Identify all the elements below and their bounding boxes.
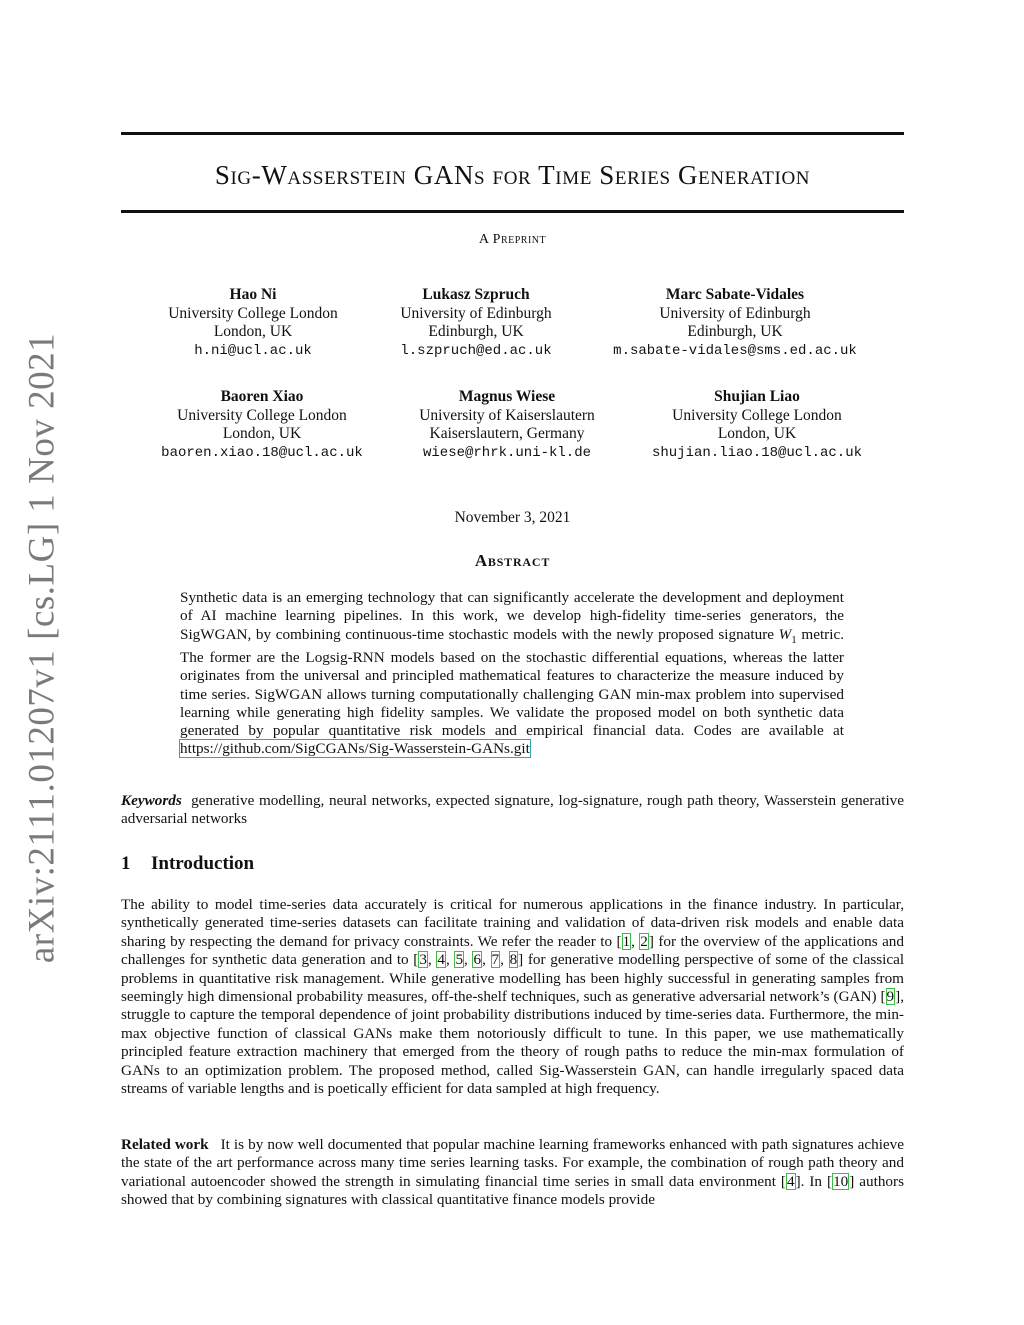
citation-link[interactable]: 4 <box>786 1172 795 1190</box>
authors-row-1 <box>121 286 904 358</box>
math-subscript: 1 <box>791 633 797 646</box>
keywords-label: Keywords <box>121 792 182 809</box>
author-block <box>161 388 363 462</box>
abstract-text-part: Synthetic data is an emerging technology that can significantly accelerate the development and deployment of AI machine learning pipelines. In this work, we develop high-fidelity time-series generators, the SigWGAN, by combining continuous-time stochastic models with the newly proposed signature <box>180 589 844 643</box>
author-name: Marc Sabate-Vidales <box>665 286 805 303</box>
section-heading <box>121 853 904 875</box>
text-run: ]. In [ <box>795 1172 833 1190</box>
author-affiliation: University of Edinburgh <box>659 304 811 322</box>
publication-date: November 3, 2021 <box>454 509 571 526</box>
author-block <box>419 388 595 462</box>
author-name: Magnus Wiese <box>458 388 556 405</box>
author-location: Kaiserslautern, Germany <box>429 425 585 442</box>
citation-link[interactable]: 8 <box>509 951 518 969</box>
author-email[interactable]: wiese@rhrk.uni-kl.de <box>422 444 592 461</box>
author-email[interactable]: shujian.liao.18@ucl.ac.uk <box>651 444 863 461</box>
math-symbol-letter: W <box>778 625 792 643</box>
text-run: ] for the overview of the applications and challenges for synthetic data generation and to [ <box>121 932 904 969</box>
author-block <box>400 286 551 360</box>
abstract-heading: Abstract <box>474 551 551 570</box>
title-rule-top <box>121 132 904 135</box>
abstract-text <box>180 589 844 759</box>
author-email[interactable]: h.ni@ucl.ac.uk <box>194 342 312 359</box>
text-run: ] authors showed that by combining signatures with classical quantitative finance models provide <box>121 1172 904 1209</box>
author-block <box>652 388 862 462</box>
preprint-label: A Preprint <box>478 232 547 247</box>
keywords-text: generative modelling, neural networks, expected signature, log-signature, rough path theory, Wasserstein generative adversarial networks <box>121 792 904 828</box>
citation-link[interactable]: 7 <box>491 951 500 969</box>
text-run: ], struggle to capture the temporal dependence of joint probability distributions induced by time-series data. Furthermore, the min-max objective function of classical GANs make them notoriously difficult to tune. In this paper, we use mathematically principled feature extraction machinery that emerged from the theory of rough paths to reduce the min-max formulation of GANs to an optimization problem. The proposed method, called Sig-Wasserstein GAN, can handle irregularly spaced data streams of variable lengths and is poetically efficient for data sampled at high frequency. <box>121 988 904 1098</box>
keywords <box>121 792 904 829</box>
author-name: Hao Ni <box>229 286 277 303</box>
author-block <box>613 286 857 360</box>
citation-link[interactable]: 10 <box>833 1172 849 1190</box>
author-location: London, UK <box>222 425 302 442</box>
author-name: Lukasz Szpruch <box>422 286 530 303</box>
title-rule-bottom <box>121 210 904 213</box>
author-email[interactable]: m.sabate-vidales@sms.ed.ac.uk <box>613 342 857 359</box>
citation-link[interactable]: 1 <box>622 932 631 950</box>
text-run: The ability to model time-series data accurately is critical for numerous applications in the finance industry. In particular, synthetically generated time-series datasets can facilitate training and validation of data-driven risk models and enable data sharing by respecting the demand for privacy constraints. We refer the reader to [ <box>121 896 904 950</box>
author-block <box>168 286 338 360</box>
citation-link[interactable]: 3 <box>419 951 427 969</box>
author-affiliation: University of Edinburgh <box>400 304 552 322</box>
code-repo-link-part: GANs.git <box>471 740 530 758</box>
author-affiliation: University College London <box>168 304 338 322</box>
math-symbol <box>778 625 797 646</box>
author-email[interactable]: l.szpruch@ed.ac.uk <box>400 342 552 359</box>
abstract-text-part: metric. The former are the Logsig-RNN models based on the stochastic differential equations, whereas the latter originates from the universal and principled mathematical features to characterize the measure induced by time series. SigWGAN allows turning computationally challenging GAN min-max problem into supervised learning while generating high fidelity samples. We validate the proposed model on both synthetic data generated by popular quantitative risk models and empirical financial data. Codes are available at <box>180 625 844 740</box>
author-location: Edinburgh, UK <box>687 323 783 340</box>
author-location: Edinburgh, UK <box>428 323 524 340</box>
paper-title: Sig-Wasserstein GANs for Time Series Generation <box>214 160 811 190</box>
section-number: 1 <box>121 853 131 874</box>
author-name: Baoren Xiao <box>220 388 304 405</box>
code-repo-link[interactable] <box>180 740 530 757</box>
text-run: ] for generative modelling perspective of some of the classical problems in quantitative risk management. While generative modelling has been highly successful in generating samples from seemingly high dimensional probability measures, off-the-shelf techniques, such as generative adversarial network’s (GAN) [ <box>121 951 905 1006</box>
author-location: London, UK <box>213 323 293 340</box>
author-affiliation: University College London <box>672 406 842 424</box>
section-title: Introduction <box>151 853 255 874</box>
text-run: , <box>445 951 455 969</box>
citation-link[interactable]: 4 <box>437 951 445 969</box>
authors-row-2 <box>121 388 904 460</box>
arxiv-side-stamp: arXiv:2111.01207v1 [cs.LG] 1 Nov 2021 <box>21 332 63 964</box>
text-run: , <box>500 951 509 969</box>
code-repo-link-part: https://github.com/SigCGANs/Sig-Wasserstein- <box>180 740 472 758</box>
text-run: , <box>464 951 473 969</box>
citation-link[interactable]: 2 <box>640 932 648 950</box>
text-run: , <box>631 932 640 950</box>
author-email[interactable]: baoren.xiao.18@ucl.ac.uk <box>161 444 363 461</box>
author-affiliation: University of Kaiserslautern <box>419 406 595 424</box>
related-work-label: Related work <box>121 1136 209 1153</box>
text-run: , <box>427 951 437 969</box>
citation-link[interactable]: 5 <box>455 951 464 969</box>
text-run: It is by now well documented that popular machine learning frameworks enhanced with path signatures achieve the state of the art performance across many time series learning tasks. For example, the combination of rough path theory and variational autoencoder showed the strength in simulating financial time series in small data environment [ <box>121 1136 904 1190</box>
intro-paragraph <box>121 896 904 1098</box>
text-run: , <box>482 951 491 969</box>
citation-link[interactable]: 6 <box>473 951 482 969</box>
author-affiliation: University College London <box>177 406 347 424</box>
author-location: London, UK <box>717 425 797 442</box>
author-name: Shujian Liao <box>714 388 800 405</box>
related-work-paragraph <box>121 1136 904 1210</box>
citation-link[interactable]: 9 <box>886 988 895 1006</box>
